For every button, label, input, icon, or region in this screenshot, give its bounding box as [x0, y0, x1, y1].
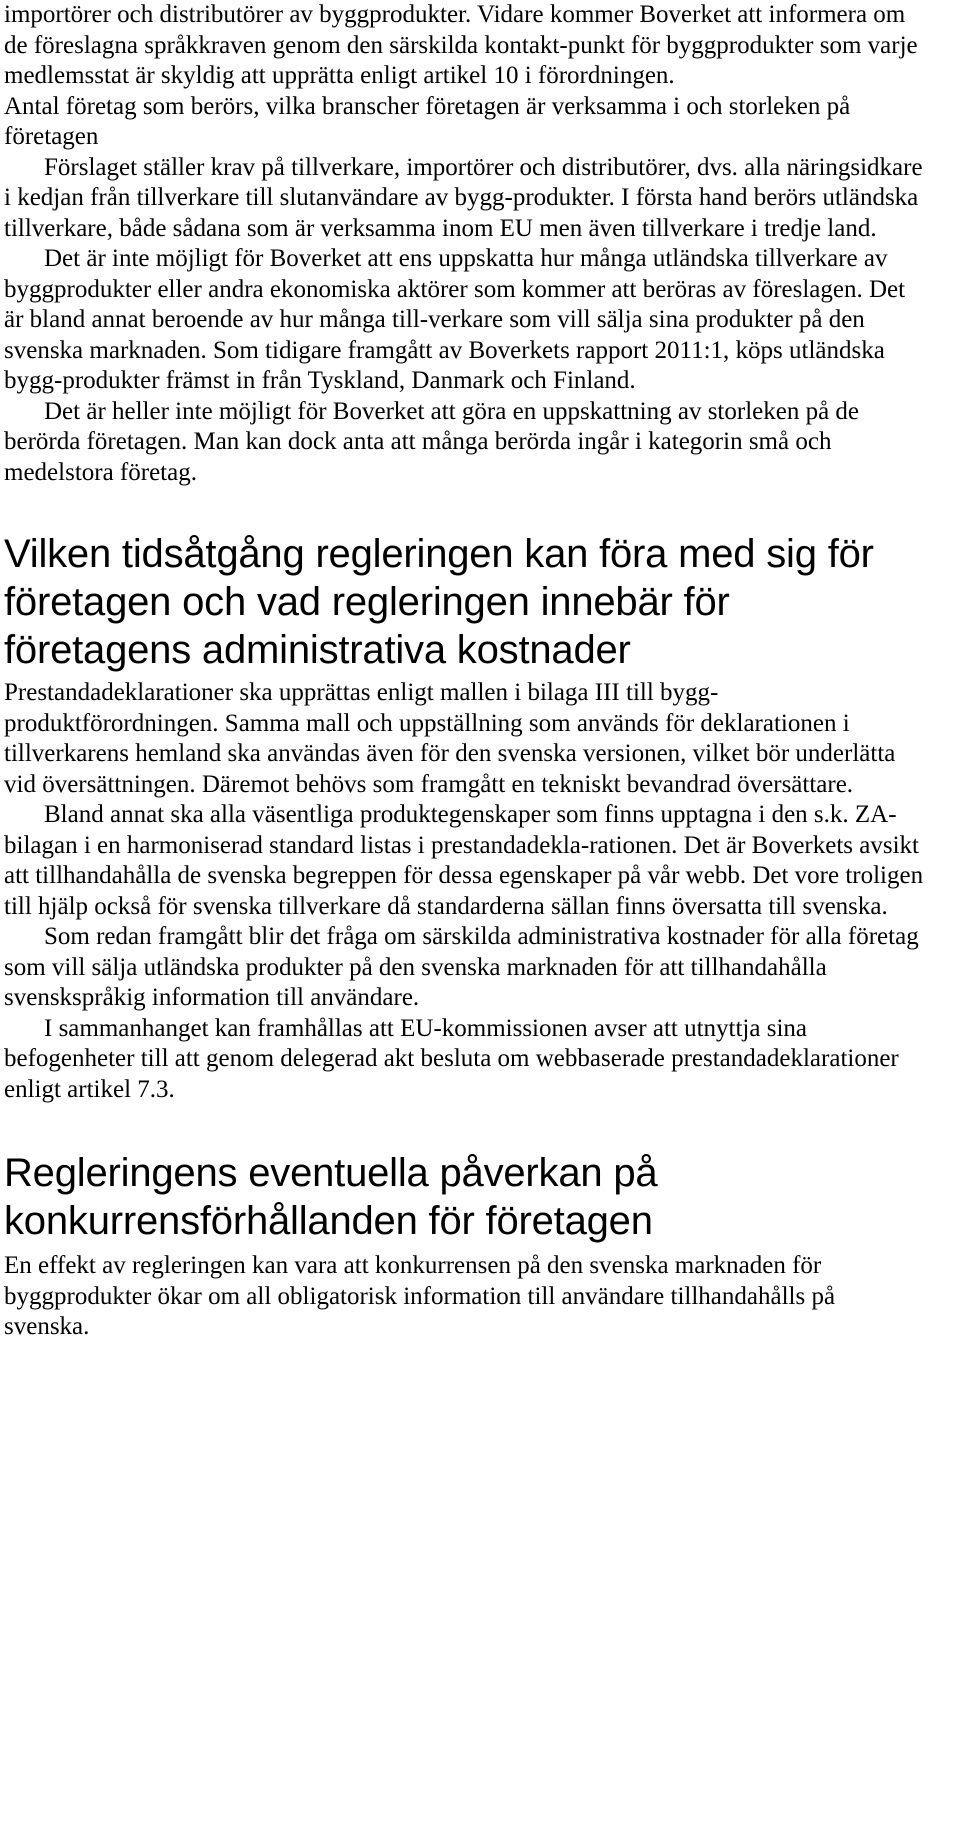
section-heading: Regleringens eventuella påverkan på konkurrensförhållanden för företagen — [4, 1151, 658, 1243]
paragraph: Förslaget ställer krav på tillverkare, importörer och distributörer, dvs. alla näringsidkare i kedjan från tillverkare till slutanvändare av bygg-produkter. I första hand berörs utländska tillverkare, både sådana som är verksamma inom EU men även tillverkare i tredje land. — [4, 153, 923, 242]
paragraph: Som redan framgått blir det fråga om särskilda administrativa kostnader för alla företag som vill sälja utländska produkter på den svenska marknaden för att tillhandahålla svenskspråkig information till användare. — [4, 923, 919, 1011]
document-page — [4, 0, 924, 1343]
paragraph: Det är heller inte möjligt för Boverket att göra en uppskattning av storleken på de berörda företagen. Man kan dock anta att många berörda ingår i kategorin små och medelstora företag. — [4, 397, 860, 486]
paragraph: importörer och distributörer av byggprodukter. Vidare kommer Boverket att informera om de föreslagna språkkraven genom den särskilda kontakt-punkt för byggprodukter som varje medlemsstat är skyldig att upprätta enligt artikel 10 i förordningen. — [4, 1, 918, 89]
paragraph: En effekt av regleringen kan vara att konkurrensen på den svenska marknaden för byggprodukter ökar om all obligatorisk information till användare tillhandahålls på svenska. — [4, 1252, 836, 1340]
paragraph: I sammanhanget kan framhållas att EU-kommissionen avser att utnyttja sina befogenheter till att genom delegerad akt besluta om webbaserade prestandadeklarationer enligt artikel 7.3. — [4, 1014, 899, 1103]
paragraph: Prestandadeklarationer ska upprättas enligt mallen i bilaga III till bygg-produktförordningen. Samma mall och uppställning som används för deklarationen i tillverkarens hemland ska användas även för den svenska versionen, vilket bör underlätta vid översättningen. Däremot behövs som framgått en tekniskt bevandrad översättare. — [4, 679, 896, 798]
paragraph: Det är inte möjligt för Boverket att ens uppskatta hur många utländska tillverkare av byggprodukter eller andra ekonomiska aktörer som kommer att beröras av föreslagen. Det är bland annat beroende av hur många till-verkare som vill sälja sina produkter på den svenska marknaden. Som tidigare framgått av Boverkets rapport 2011:1, köps utländska bygg-produkter främst in från Tyskland, Danmark och Finland. — [4, 245, 906, 394]
subheading: Antal företag som berörs, vilka branscher företagen är verksamma i och storleken på företagen — [4, 92, 851, 150]
section-heading: Vilken tidsåtgång regleringen kan föra med sig för företagen och vad regleringen innebär för företagens administrativa kostnader — [4, 532, 874, 672]
paragraph: Bland annat ska alla väsentliga produktegenskaper som finns upptagna i den s.k. ZA-bilagan i en harmoniserad standard listas i prestandadekla-rationen. Det är Boverkets avsikt att tillhandahålla de svenska begreppen för dessa egenskaper på vår webb. Det vore troligen till hjälp också för svenska tillverkare då standarderna sällan finns översatta till svenska. — [4, 801, 924, 920]
